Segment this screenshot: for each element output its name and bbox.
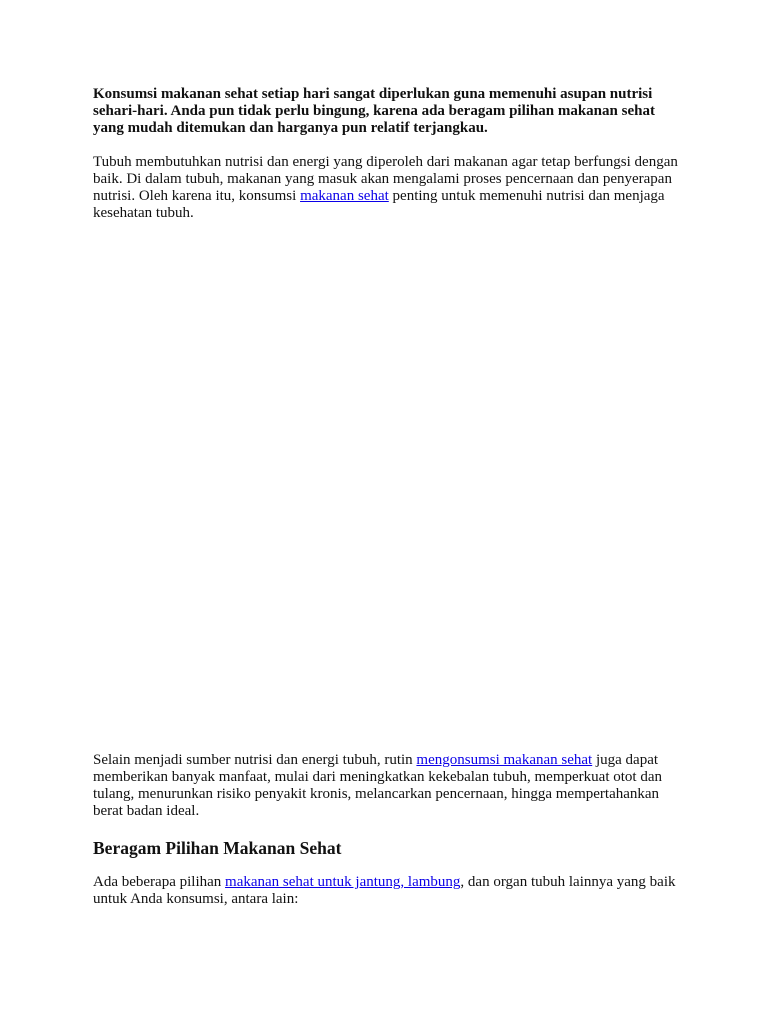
link-makanan-sehat-jantung-lambung[interactable]: makanan sehat untuk jantung, lambung: [225, 874, 461, 890]
link-makanan-sehat[interactable]: makanan sehat: [300, 188, 389, 204]
paragraph-text: Tubuh membutuhkan nutrisi dan energi yang diperoleh dari makanan agar tetap berfungsi dengan baik. Di dalam tubuh, makanan yang masuk akan mengalami proses pencernaan dan penyerapan nutrisi. Oleh karena itu, konsumsi: [93, 154, 678, 204]
paragraph-text: Selain menjadi sumber nutrisi dan energi tubuh, rutin: [93, 752, 417, 768]
intro-paragraph: Konsumsi makanan sehat setiap hari sangat diperlukan guna memenuhi asupan nutrisi sehari-hari. Anda pun tidak perlu bingung, karena ada beragam pilihan makanan sehat yang mudah ditemukan dan harganya pun relatif terjangkau.: [93, 86, 655, 136]
blank-space: [93, 222, 683, 752]
paragraph-nutrition: [93, 154, 683, 222]
paragraph-text: juga dapat memberikan banyak manfaat, mulai dari meningkatkan kekebalan tubuh, memperkuat otot dan tulang, menurunkan risiko penyakit kronis, melancarkan pencernaan, hingga mempertahankan berat badan ideal.: [93, 752, 662, 819]
paragraph-benefits: [93, 752, 683, 820]
link-mengonsumsi-makanan-sehat[interactable]: mengonsumsi makanan sehat: [416, 752, 593, 768]
paragraph-text: , dan organ tubuh lainnya yang baik untuk Anda konsumsi, antara lain:: [93, 874, 676, 907]
section-heading: Beragam Pilihan Makanan Sehat: [93, 838, 342, 858]
paragraph-text: penting untuk memenuhi nutrisi dan menjaga kesehatan tubuh.: [93, 188, 665, 221]
paragraph-options: [93, 874, 683, 908]
document-body: [93, 86, 683, 908]
paragraph-text: Ada beberapa pilihan: [93, 874, 226, 890]
